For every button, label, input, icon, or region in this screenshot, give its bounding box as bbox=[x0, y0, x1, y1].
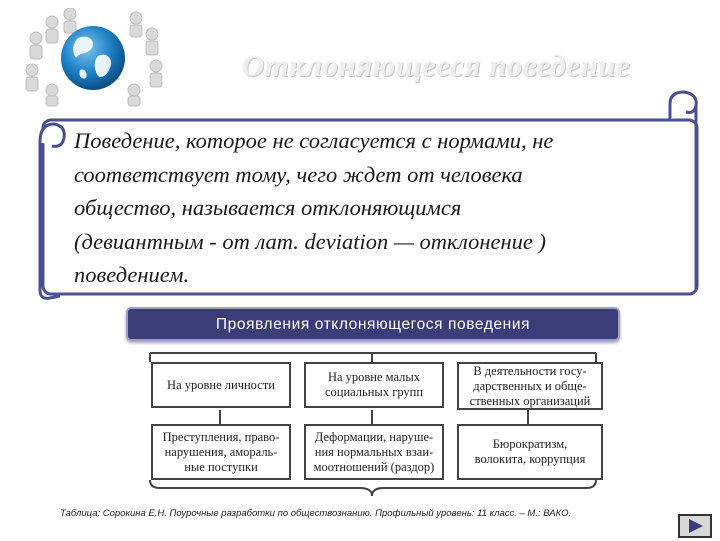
manifestation-box-small-groups bbox=[304, 424, 444, 480]
level-box-organizations bbox=[457, 362, 603, 410]
manifestations-banner: Проявления отклоняющегося поведения bbox=[126, 307, 620, 341]
definition-line: соответствует тому, чего ждет от человека bbox=[74, 161, 523, 187]
definition-line: Поведение, которое не согласуется с нормами, не bbox=[74, 128, 554, 153]
definition-line: поведением. bbox=[74, 262, 190, 287]
next-slide-button[interactable] bbox=[678, 514, 712, 538]
manifestation-box-organizations bbox=[457, 424, 603, 480]
level-box-small-groups bbox=[304, 362, 444, 408]
slide-title: Отклоняющееся поведение bbox=[241, 48, 631, 83]
level-box-personal bbox=[151, 362, 291, 408]
definition-line: (девиантным - от лат. deviation — отклонение ) bbox=[74, 228, 547, 254]
manifestation-label: Деформации, наруше- ния нормальных взаи- моотношений (раздор) bbox=[313, 429, 435, 474]
level-label: В деятельности госу- дарственных и обще- ственных организаций bbox=[469, 363, 591, 408]
source-citation: Таблица: Сорокина Е.Н. Поурочные разработки по обществознанию. Профильный уровень: 11 класс. – М.: ВАКО. bbox=[60, 508, 572, 519]
manifestation-box-personal bbox=[151, 424, 291, 480]
manifestation-label: Бюрократизм, волокита, коррупция bbox=[474, 437, 586, 466]
level-label: На уровне малых социальных групп bbox=[324, 370, 424, 399]
manifestation-label: Преступления, право- нарушения, амораль- ные поступки bbox=[162, 429, 280, 474]
definition-line: общество, называется отклоняющимся bbox=[74, 195, 462, 220]
level-label: На уровне личности bbox=[167, 377, 275, 392]
play-next-icon bbox=[680, 516, 710, 536]
